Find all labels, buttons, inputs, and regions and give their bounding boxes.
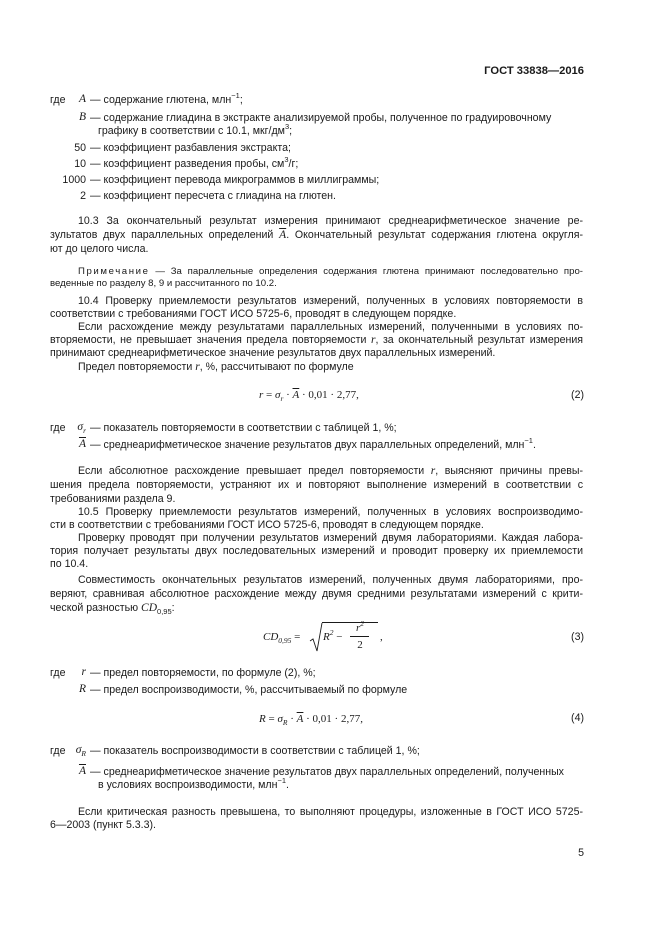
def-symbol-R: R xyxy=(78,683,86,695)
equation-2-number: (2) xyxy=(571,389,584,401)
where-label-1: где xyxy=(50,94,66,106)
def-symbol-sigma-r: $\sigma_r$ xyxy=(77,421,86,435)
equation-3: $CD_{0,95}$ = $R^2$ − $r^2$ 2 , xyxy=(263,619,383,651)
def-text-A-bar-2: — среднеарифметическое значение результатов двух параллельных определений, полученных xyxy=(90,766,564,778)
para-10-5-line-7: веряют, сравнивая абсолютное расхождение между двумя средними результатами измерений с крити- xyxy=(50,588,583,600)
where-label-4: где xyxy=(50,745,66,757)
document-id: ГОСТ 33838—2016 xyxy=(484,65,584,77)
para-10-3-line-3: ют до целого числа. xyxy=(50,243,149,255)
def-symbol-A: A xyxy=(78,93,86,105)
para-10-4-line-3: Если расхождение между результатами параллельных измерений, полученными в условиях по- xyxy=(78,321,583,333)
equation-4: $R = \sigma_R \cdot \overline{A} \cdot 0,01 \cdot 2,77$, xyxy=(259,713,363,727)
sqrt-sign xyxy=(309,622,323,652)
page-number: 5 xyxy=(578,847,584,859)
para-10-4-line-4: вторяемости, не превышает значения предела повторяемости r, за окончательный результат измерения xyxy=(50,334,584,346)
sqrt-bar xyxy=(322,622,378,623)
para-exceed-line-3: требованиями раздела 9. xyxy=(50,493,176,505)
def-text-1000: — коэффициент перевода микрограммов в миллиграммы; xyxy=(90,174,380,186)
para-10-5-line-1: 10.5 Проверку приемлемости результатов измерений, полученных в условиях воспроизводимо- xyxy=(78,506,583,518)
def-symbol-50: 50 xyxy=(74,142,86,154)
where-label-3: где xyxy=(50,667,66,679)
para-10-5-line-3: Проверку проводят при получении результатов измерений двумя лабораториями. Каждая лабора- xyxy=(78,532,583,544)
def-symbol-A-bar: $\overline{A}$ xyxy=(78,438,86,450)
def-text-A-bar: — среднеарифметическое значение результатов двух параллельных определений, млн$^{-1}$. xyxy=(90,436,536,451)
def-text-B-cont: графику в соответствии с 10.1, мкг/$дм^3$; xyxy=(98,122,293,137)
note-line-2: веденные по разделу 8, 9 и рассчитанного по 10.2. xyxy=(50,278,277,289)
def-text-50: — коэффициент разбавления экстракта; xyxy=(90,142,291,154)
para-10-4-line-1: 10.4 Проверку приемлемости результатов измерений, полученных в условиях повторяемости в xyxy=(78,295,583,307)
equation-2: $r = \sigma_r \cdot \overline{A} \cdot 0,01 \cdot 2,77$, xyxy=(259,389,359,403)
fraction-bar xyxy=(350,636,369,637)
para-10-4-line-2: соответствии с требованиями ГОСТ ИСО 5725-6, проводят в следующем порядке. xyxy=(50,308,457,320)
equation-3-number: (3) xyxy=(571,631,584,643)
def-symbol-sigma-R: $\sigma_R$ xyxy=(75,744,86,758)
def-text-10: — коэффициент разведения пробы, $см^3/г$; xyxy=(90,155,299,170)
para-10-5-line-5: по 10.4. xyxy=(50,558,89,570)
para-final-line-2: 6—2003 (пункт 5.3.3). xyxy=(50,819,156,831)
para-final-line-1: Если критическая разность превышена, то выполняют процедуры, изложенные в ГОСТ ИСО 5725- xyxy=(78,806,583,818)
def-symbol-1000: 1000 xyxy=(62,174,86,186)
def-text-r: — предел повторяемости, по формуле (2), %; xyxy=(90,667,316,679)
def-text-2: — коэффициент пересчета с глиадина на глютен. xyxy=(90,190,336,202)
def-text-sigma-r: — показатель повторяемости в соответствии с таблицей 1, %; xyxy=(90,422,397,434)
def-symbol-2: 2 xyxy=(80,190,86,202)
note-line-1: Примечание — За параллельные определения содержания глютена принимают последовательно про- xyxy=(78,266,583,277)
def-symbol-r: r xyxy=(81,666,86,678)
para-10-3-line-2: зультатов двух параллельных определений $\overline{A}$. Окончательный результат содержания глютена округля- xyxy=(50,229,583,241)
def-text-R: — предел воспроизводимости, %, рассчитываемый по формуле xyxy=(90,684,408,696)
para-10-5-line-6: Совместимость окончательных результатов измерений, полученных двумя лабораториями, про- xyxy=(78,574,583,586)
def-symbol-10: 10 xyxy=(74,158,86,170)
def-text-sigma-R: — показатель воспроизводимости в соответствии с таблицей 1, %; xyxy=(90,745,420,757)
def-symbol-B: B xyxy=(78,111,86,123)
def-symbol-A-bar-2: $\overline{A}$ xyxy=(78,765,86,777)
para-10-5-line-2: сти в соответствии с требованиями ГОСТ ИСО 5725-6, проводят в следующем порядке. xyxy=(50,519,484,531)
para-10-4-line-6: Предел повторяемости r, %, рассчитывают по формуле xyxy=(78,361,354,373)
def-text-A: — содержание глютена, млн$^{-1}$; xyxy=(90,91,243,106)
def-text-B: — содержание глиадина в экстракте анализируемой пробы, полученное по градуировочному xyxy=(90,112,552,124)
para-exceed-line-2: шения предела повторяемости, устраняют их и повторяют выполнение измерений в соответствии с xyxy=(50,479,583,491)
para-10-3-line-1: 10.3 За окончательный результат измерения принимают среднеарифметическое значение ре- xyxy=(78,215,583,227)
para-10-5-line-4: тория получает результаты двух последовательных измерений и проводит проверку их приемлемости xyxy=(50,545,583,557)
para-10-5-line-8: ческой разностью $CD_{0,95}$: xyxy=(50,602,175,616)
para-exceed-line-1: Если абсолютное расхождение превышает предел повторяемости r, выясняют причины превы- xyxy=(78,465,583,477)
equation-4-number: (4) xyxy=(571,712,584,724)
def-text-A-bar-2-cont: в условиях воспроизводимости, млн$^{-1}$. xyxy=(98,776,289,791)
para-10-4-line-5: принимают среднеарифметическое значение результатов двух параллельных измерений. xyxy=(50,347,496,359)
where-label-2: где xyxy=(50,422,66,434)
